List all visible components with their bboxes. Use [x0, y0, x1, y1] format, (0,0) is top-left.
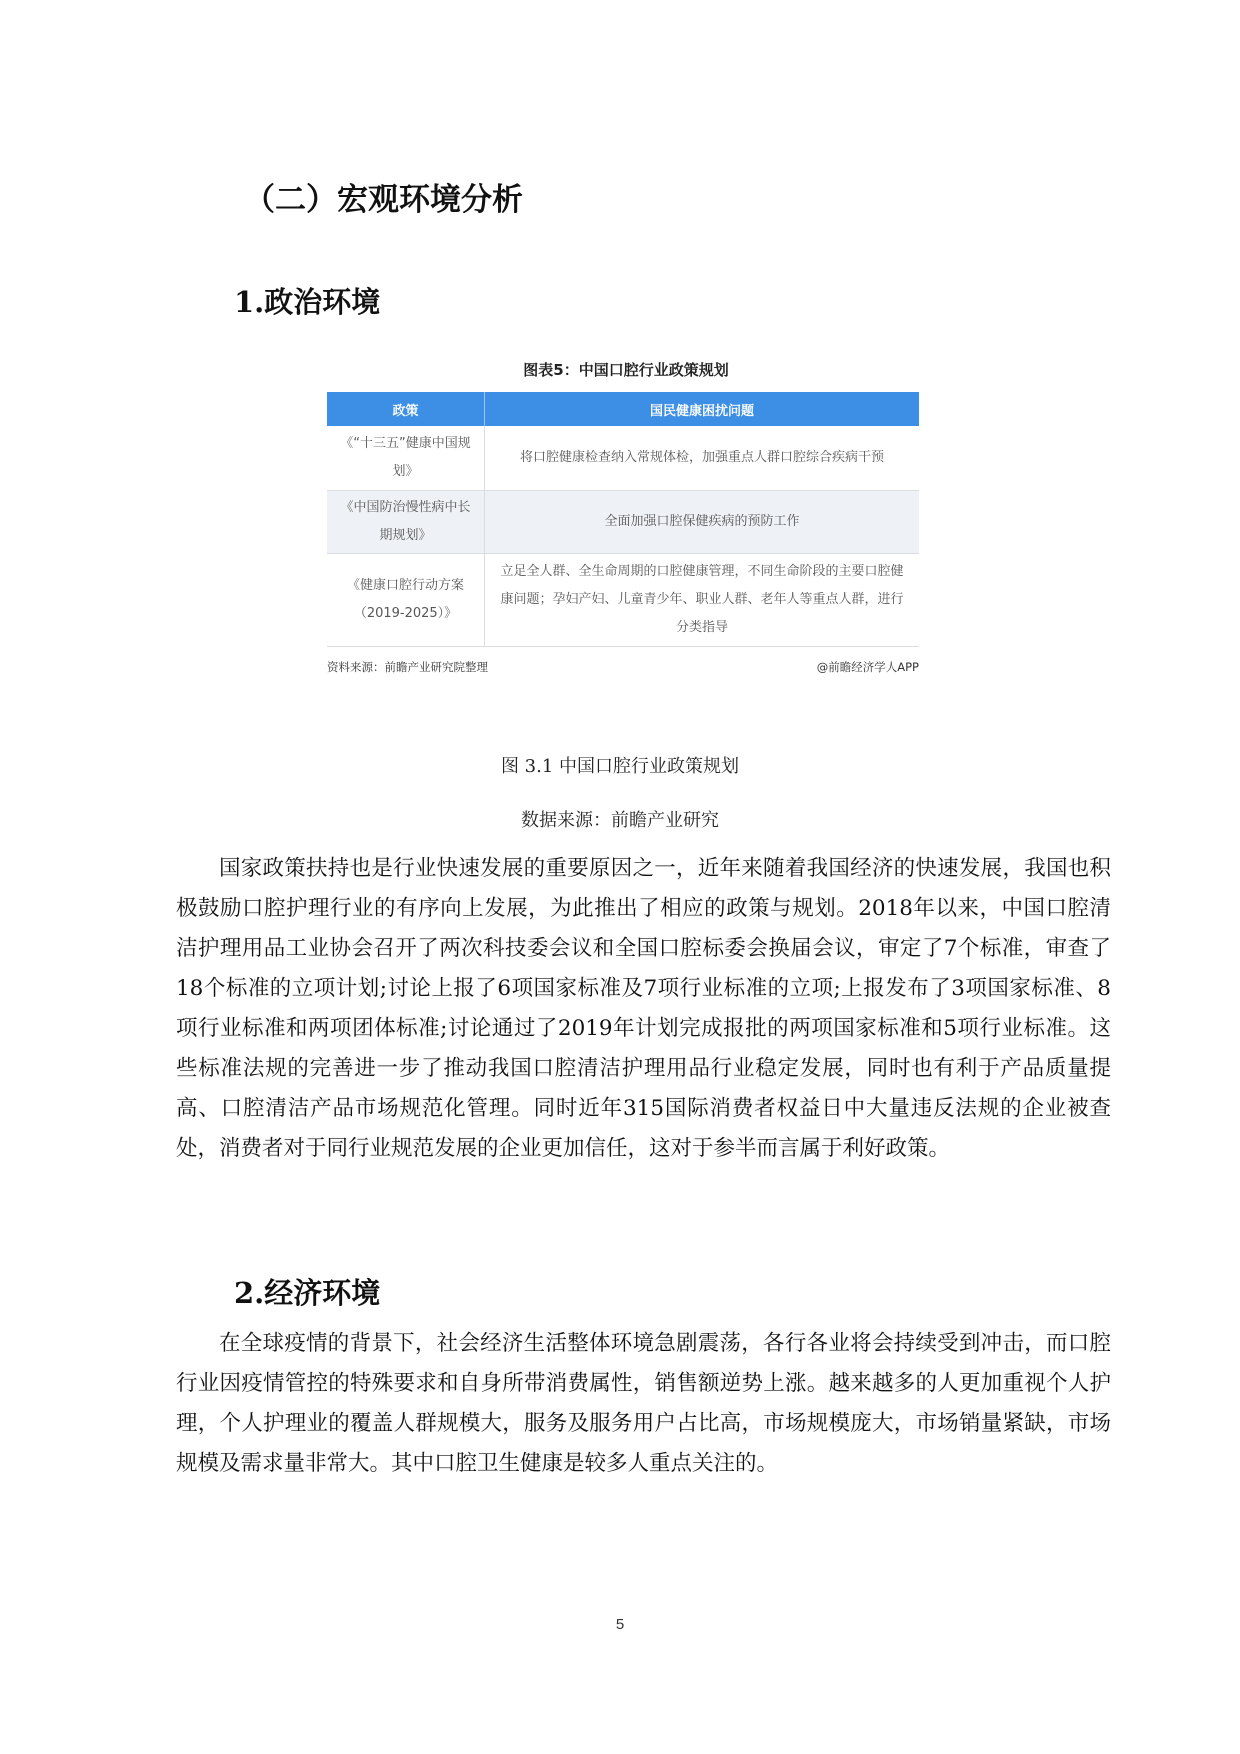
policy-figure [325, 350, 927, 680]
section-heading: （二）宏观环境分析 [244, 182, 523, 218]
page-number: 5 [615, 1616, 625, 1633]
figure-brand: @前瞻经济学人APP [816, 660, 919, 674]
table-row [327, 426, 919, 491]
figure-caption: 图 3.1 中国口腔行业政策规划 [500, 756, 740, 777]
politics-heading: 1.政治环境 [234, 285, 381, 319]
figure-title: 图表5：中国口腔行业政策规划 [523, 361, 729, 379]
table-cell-issue: 立足全人群、全生命周期的口腔健康管理，不同生命阶段的主要口腔健康问题；孕妇产妇、儿童青少年、职业人群、老年人等重点人群，进行分类指导 [485, 554, 920, 647]
figure-data-source: 数据来源：前瞻产业研究 [521, 810, 719, 831]
table-row [327, 491, 919, 554]
table-cell-issue: 全面加强口腔保健疾病的预防工作 [485, 491, 920, 554]
table-header-row [327, 392, 919, 426]
table-row [327, 554, 919, 647]
politics-paragraph: 国家政策扶持也是行业快速发展的重要原因之一，近年来随着我国经济的快速发展，我国也积极鼓励口腔护理行业的有序向上发展，为此推出了相应的政策与规划。2018年以来，中国口腔清洁护理用品工业协会召开了两次科技委会议和全国口腔标委会换届会议，审定了7个标准，审查了18个标准的立项计划;讨论上报了6项国家标准及7项行业标准的立项;上报发布了3项国家标准、8项行业标准和两项团体标准;讨论通过了2019年计划完成报批的两项国家标准和5项行业标准。这些标准法规的完善进一步了推动我国口腔清洁护理用品行业稳定发展，同时也有利于产品质量提高、口腔清洁产品市场规范化管理。同时近年315国际消费者权益日中大量违反法规的企业被查处，消费者对于同行业规范发展的企业更加信任，这对于参半而言属于利好政策。 [176, 856, 1111, 1161]
table-header-policy: 政策 [327, 392, 485, 426]
economy-heading: 2.经济环境 [234, 1276, 381, 1310]
table-cell-policy: 《中国防治慢性病中长期规划》 [327, 491, 485, 554]
table-cell-policy: 《“十三五”健康中国规划》 [327, 426, 485, 491]
policy-table [327, 392, 919, 647]
table-cell-issue: 将口腔健康检查纳入常规体检，加强重点人群口腔综合疾病干预 [485, 426, 920, 491]
table-header-issue: 国民健康困扰问题 [485, 392, 920, 426]
figure-source: 资料来源：前瞻产业研究院整理 [327, 660, 488, 674]
table-cell-policy: 《健康口腔行动方案（2019-2025）》 [327, 554, 485, 647]
economy-paragraph: 在全球疫情的背景下，社会经济生活整体环境急剧震荡，各行各业将会持续受到冲击，而口腔行业因疫情管控的特殊要求和自身所带消费属性，销售额逆势上涨。越来越多的人更加重视个人护理，个人护理业的覆盖人群规模大，服务及服务用户占比高，市场规模庞大，市场销量紧缺，市场规模及需求量非常大。其中口腔卫生健康是较多人重点关注的。 [176, 1331, 1111, 1476]
